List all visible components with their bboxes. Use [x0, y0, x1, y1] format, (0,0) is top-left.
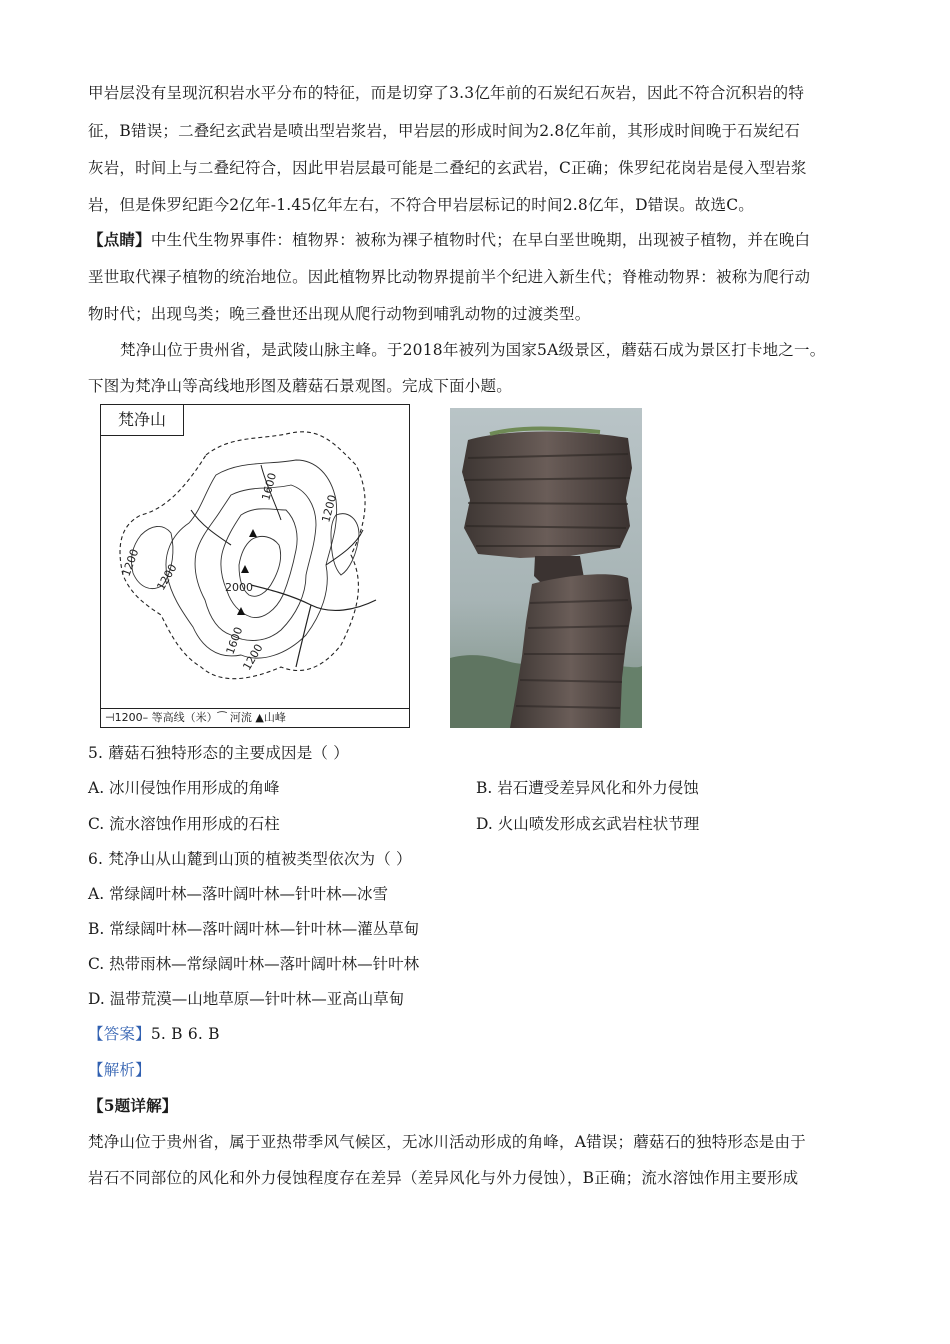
detail-line: 岩石不同部位的风化和外力侵蚀程度存在差异（差异风化与外力侵蚀），B正确；流水溶蚀作用主要形成 [88, 1169, 799, 1187]
paragraph-line: 岩，但是侏罗纪距今2亿年-1.45亿年左右，不符合甲岩层标记的时间2.8亿年，D错误。故选C。 [88, 196, 754, 214]
contour-label: 1600 [259, 471, 280, 502]
detail-line: 梵净山位于贵州省，属于亚热带季风气候区，无冰川活动形成的角峰，A错误；蘑菇石的独特形态是由于 [88, 1133, 806, 1151]
paragraph-line: 征，B错误；二叠纪玄武岩是喷出型岩浆岩，甲岩层的形成时间为2.8亿年前，其形成时间晚于石炭纪石 [88, 122, 800, 140]
answer-line [88, 1024, 868, 1044]
paragraph-line: 灰岩，时间上与二叠纪符合，因此甲岩层最可能是二叠纪的玄武岩，C正确；侏罗纪花岗岩是侵入型岩浆 [88, 159, 807, 177]
paragraph-line: 物时代；出现鸟类；晚三叠世还出现从爬行动物到哺乳动物的过渡类型。 [88, 305, 591, 323]
paragraph-line: 甲岩层没有呈现沉积岩水平分布的特征，而是切穿了3.3亿年前的石炭纪石灰岩，因此不符合沉积岩的特 [88, 84, 805, 102]
contour-label: 1200 [119, 547, 142, 579]
analysis-tag: 【解析】 [88, 1061, 151, 1079]
q5-detail-tag: 【5题详解】 [88, 1096, 178, 1115]
paragraph-line: 垩世取代裸子植物的统治地位。因此植物界比动物界提前半个纪进入新生代；脊椎动物界：被称为爬行动 [88, 268, 811, 286]
q6-option-b: B. 常绿阔叶林—落叶阔叶林—针叶林—灌丛草甸 [88, 920, 420, 938]
q6-option-a: A. 常绿阔叶林—落叶阔叶林—针叶林—冰雪 [88, 885, 389, 903]
map-legend: ⊣1200– 等高线（米）⁀ 河流 ▲山峰 [105, 711, 286, 724]
contour-label: 1200 [319, 493, 340, 524]
dianjing-paragraph [88, 230, 868, 250]
question-5-stem: 5. 蘑菇石独特形态的主要成因是（ ） [88, 744, 349, 762]
peak-icon [237, 607, 245, 615]
paragraph-text: 中生代生物界事件：植物界：被称为裸子植物时代；在早白垩世晚期，出现被子植物，并在晚白 [150, 231, 811, 249]
q6-option-c: C. 热带雨林—常绿阔叶林—落叶阔叶林—针叶林 [88, 955, 420, 973]
q5-option-d: D. 火山喷发形成玄武岩柱状节理 [476, 815, 700, 833]
mushroom-rock-photo [450, 408, 642, 728]
q5-option-a: A. 冰川侵蚀作用形成的角峰 [88, 779, 280, 797]
q5-option-b: B. 岩石遭受差异风化和外力侵蚀 [476, 779, 699, 797]
contour-lines [101, 405, 409, 705]
dianjing-tag: 【点睛】 [88, 230, 151, 249]
contour-label: 2000 [225, 581, 253, 594]
contour-label: 1600 [223, 625, 246, 657]
answer-tag: 【答案】 [88, 1025, 151, 1043]
contour-label: 1200 [154, 561, 180, 593]
peak-icon [249, 529, 257, 537]
peak-icon [241, 565, 249, 573]
answer-text: 5. B 6. B [150, 1025, 220, 1043]
question-6-stem: 6. 梵净山从山麓到山顶的植被类型依次为（ ） [88, 850, 412, 868]
intro-line: 梵净山位于贵州省，是武陵山脉主峰。于2018年被列为国家5A级景区，蘑菇石成为景区打卡地之一。 [120, 341, 826, 359]
contour-map [100, 404, 410, 728]
map-title: 梵净山 [101, 405, 184, 436]
q5-option-c: C. 流水溶蚀作用形成的石柱 [88, 815, 280, 833]
intro-line: 下图为梵净山等高线地形图及蘑菇石景观图。完成下面小题。 [88, 377, 512, 395]
q6-option-d: D. 温带荒漠—山地草原—针叶林—亚高山草甸 [88, 990, 405, 1008]
contour-label: 1200 [240, 641, 266, 673]
